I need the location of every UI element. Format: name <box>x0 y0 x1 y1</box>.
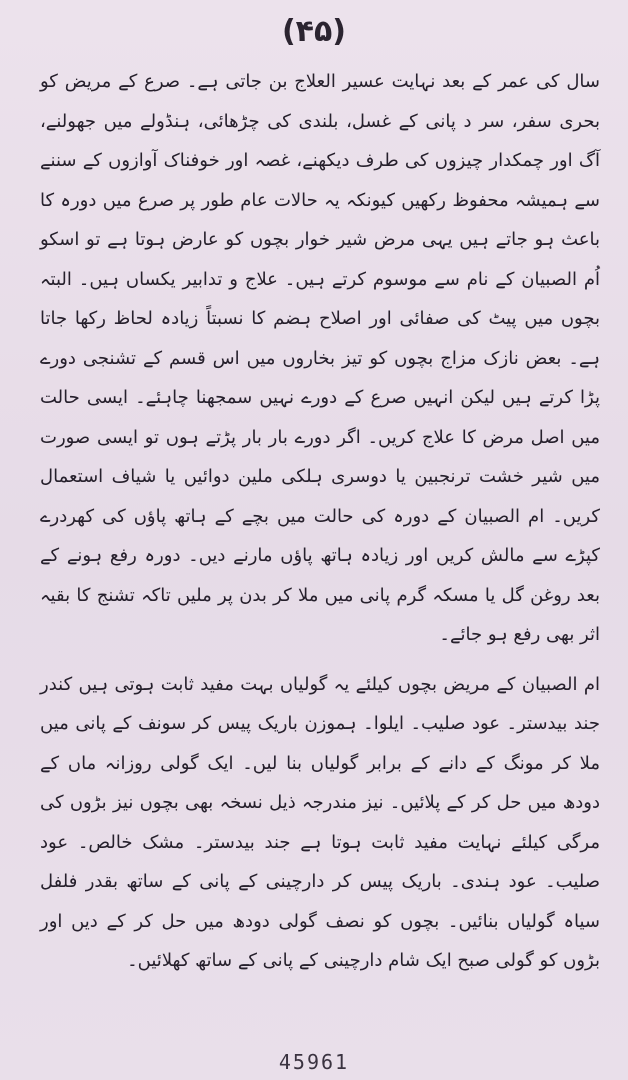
page-number: (۴۵) <box>281 14 347 49</box>
catalog-number: 45961 <box>278 1050 350 1074</box>
page-body-text <box>40 62 600 981</box>
paragraph-pill-recipes: ام الصبیان کے مریض بچوں کیلئے یہ گولیاں بہت مفید ثابت ہوتی ہیں کندر جند بیدستر۔ عود صلیب۔ ایلوا۔ ہموزن باریک پیس کر سونف کے پانی میں ملا کر مونگ کے دانے کے برابر گولیاں بنا لیں۔ ایک گولی روزانہ ماں کے دودھ میں حل کر کے پلائیں۔ نیز مندرجہ ذیل نسخہ بھی بچوں نیز بڑوں کی مرگی کیلئے نہایت مفید ثابت ہوتا ہے جند بیدستر۔ مشک خالص۔ عود صلیب۔ عود ہندی۔ باریک پیس کر دارچینی کے پانی کے ساتھ بقدر فلفل سیاہ گولیاں بنائیں۔ بچوں کو نصف گولی دودھ میں حل کر کے دیں اور بڑوں کو گولی صبح ایک شام دارچینی کے پانی کے ساتھ کھلائیں۔ <box>40 673 600 971</box>
paragraph-epilepsy-care: سال کی عمر کے بعد نہایت عسیر العلاج بن جاتی ہے۔ صرع کے مریض کو بحری سفر، سر د پانی کے غسل، بلندی کی چڑھائی، ہنڈولے میں جھولنے، آگ اور چمکدار چیزوں کی طرف دیکھنے، غصہ اور خوفناک آوازوں کے سننے سے ہمیشہ محفوظ رکھیں کیونکہ یہ حالات عام طور پر صرع میں دورہ کا باعث ہو جاتے ہیں یہی مرض شیر خوار بچوں کو عارض ہوتا ہے تو اسکو اُم الصبیان کے نام سے موسوم کرتے ہیں۔ علاج و تدابیر یکساں ہیں۔ البتہ بچوں میں پیٹ کی صفائی اور اصلاح ہضم کا نسبتاً زیادہ لحاظ رکھا جاتا ہے۔ بعض نازک مزاج بچوں کو تیز بخاروں میں اس قسم کے تشنجی دورے پڑا کرتے ہیں لیکن انہیں صرع کے دورے نہیں سمجھنا چاہئے۔ ایسی حالت میں اصل مرض کا علاج کریں۔ اگر دورے بار بار پڑتے ہوں تو ایسی صورت میں شیر خشت ترنجبین یا دوسری ہلکی ملین دوائیں یا شیاف استعمال کریں۔ ام الصبیان کے دورہ کی حالت میں بچے کے ہاتھ پاؤں کی کھردرے کپڑے سے مالش کریں اور زیادہ ہاتھ پاؤں مارنے دیں۔ دورہ رفع ہونے کے بعد روغن گل یا مسکہ گرم پانی میں ملا کر بدن پر ملیں تاکہ تشنج کا بقیہ اثر بھی رفع ہو جائے۔ <box>40 71 600 645</box>
paragraph-gap <box>40 655 600 665</box>
